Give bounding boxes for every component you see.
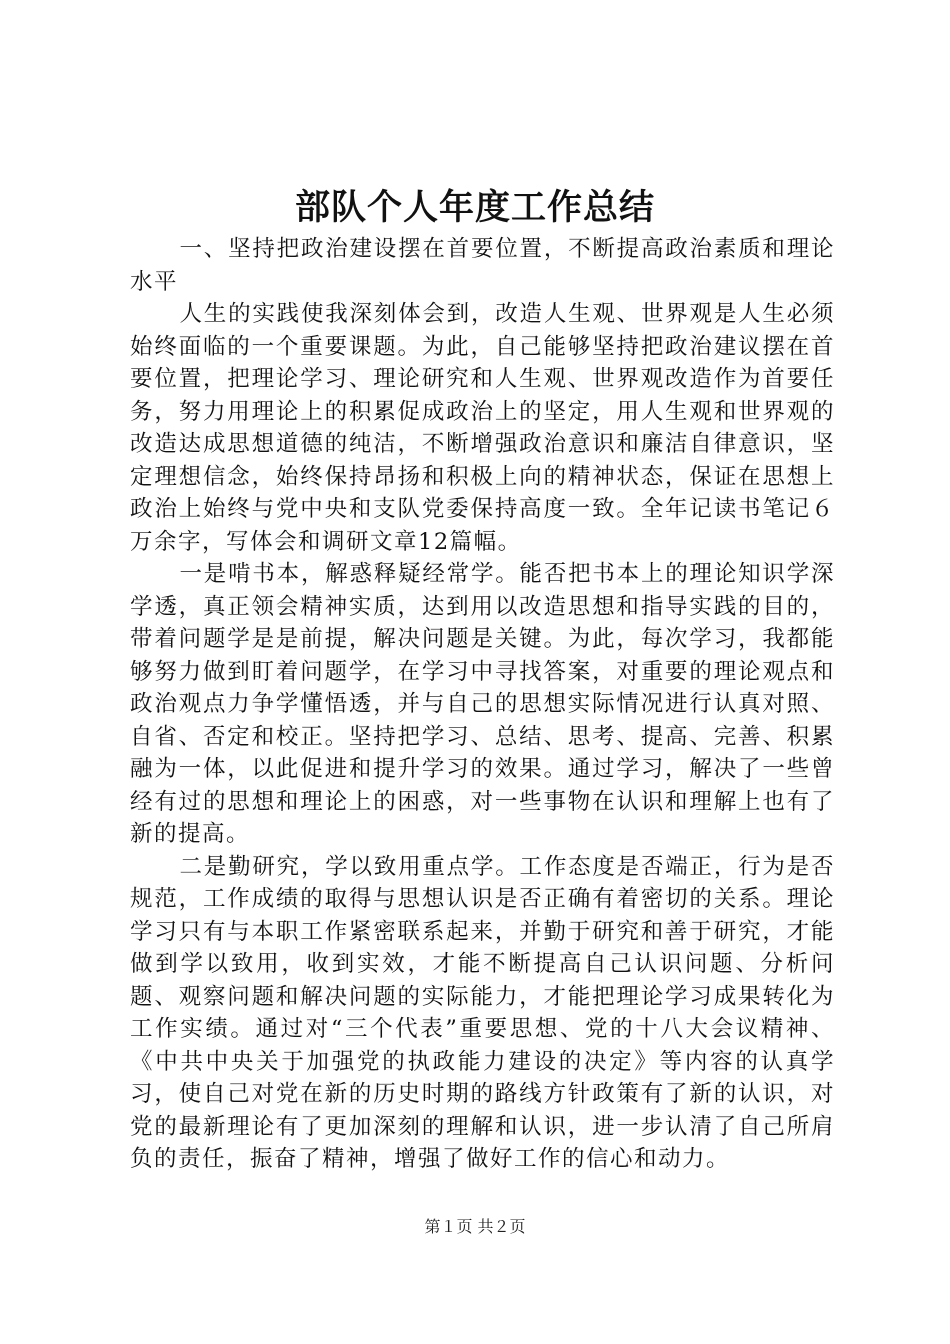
document-body	[130, 233, 835, 1176]
body-paragraph: 二是勤研究，学以致用重点学。工作态度是否端正，行为是否规范，工作成绩的取得与思想认识是否正确有着密切的关系。理论学习只有与本职工作紧密联系起来，并勤于研究和善于研究，才能做到学以致用，收到实效，才能不断提高自己认识问题、分析问题、观察问题和解决问题的实际能力，才能把理论学习成果转化为工作实绩。通过对“三个代表”重要思想、党的十八大会议精神、《中共中央关于加强党的执政能力建设的决定》等内容的认真学习，使自己对党在新的历史时期的路线方针政策有了新的认识，对党的最新理论有了更加深刻的理解和认识，进一步认清了自己所肩负的责任，振奋了精神，增强了做好工作的信心和动力。	[130, 853, 835, 1172]
body-paragraph: 人生的实践使我深刻体会到，改造人生观、世界观是人生必须始终面临的一个重要课题。为此，自己能够坚持把政治建议摆在首要位置，把理论学习、理论研究和人生观、世界观改造作为首要任务，努力用理论上的积累促成政治上的坚定，用人生观和世界观的改造达成思想道德的纯洁，不断增强政治意识和廉洁自律意识，坚定理想信念，始终保持昂扬和积极上向的精神状态，保证在思想上政治上始终与党中央和支队党委保持高度一致。全年记读书笔记６万余字，写体会和调研文章12篇幅。	[130, 301, 835, 555]
document-title: 部队个人年度工作总结	[294, 187, 655, 228]
body-paragraph: 一是啃书本，解惑释疑经常学。能否把书本上的理论知识学深学透，真正领会精神实质，达到用以改造思想和指导实践的目的，带着问题学是是前提，解决问题是关键。为此，每次学习，我都能够努力做到盯着问题学，在学习中寻找答案，对重要的理论观点和政治观点力争学懂悟透，并与自己的思想实际情况进行认真对照、自省、否定和校正。坚持把学习、总结、思考、提高、完善、积累融为一体，以此促进和提升学习的效果。通过学习，解决了一些曾经有过的思想和理论上的困惑，对一些事物在认识和理解上也有了新的提高。	[130, 561, 835, 847]
page-footer: 第１页 共２页	[424, 1217, 526, 1236]
section-heading: 一、坚持把政治建设摆在首要位置，不断提高政治素质和理论水平	[130, 236, 835, 295]
